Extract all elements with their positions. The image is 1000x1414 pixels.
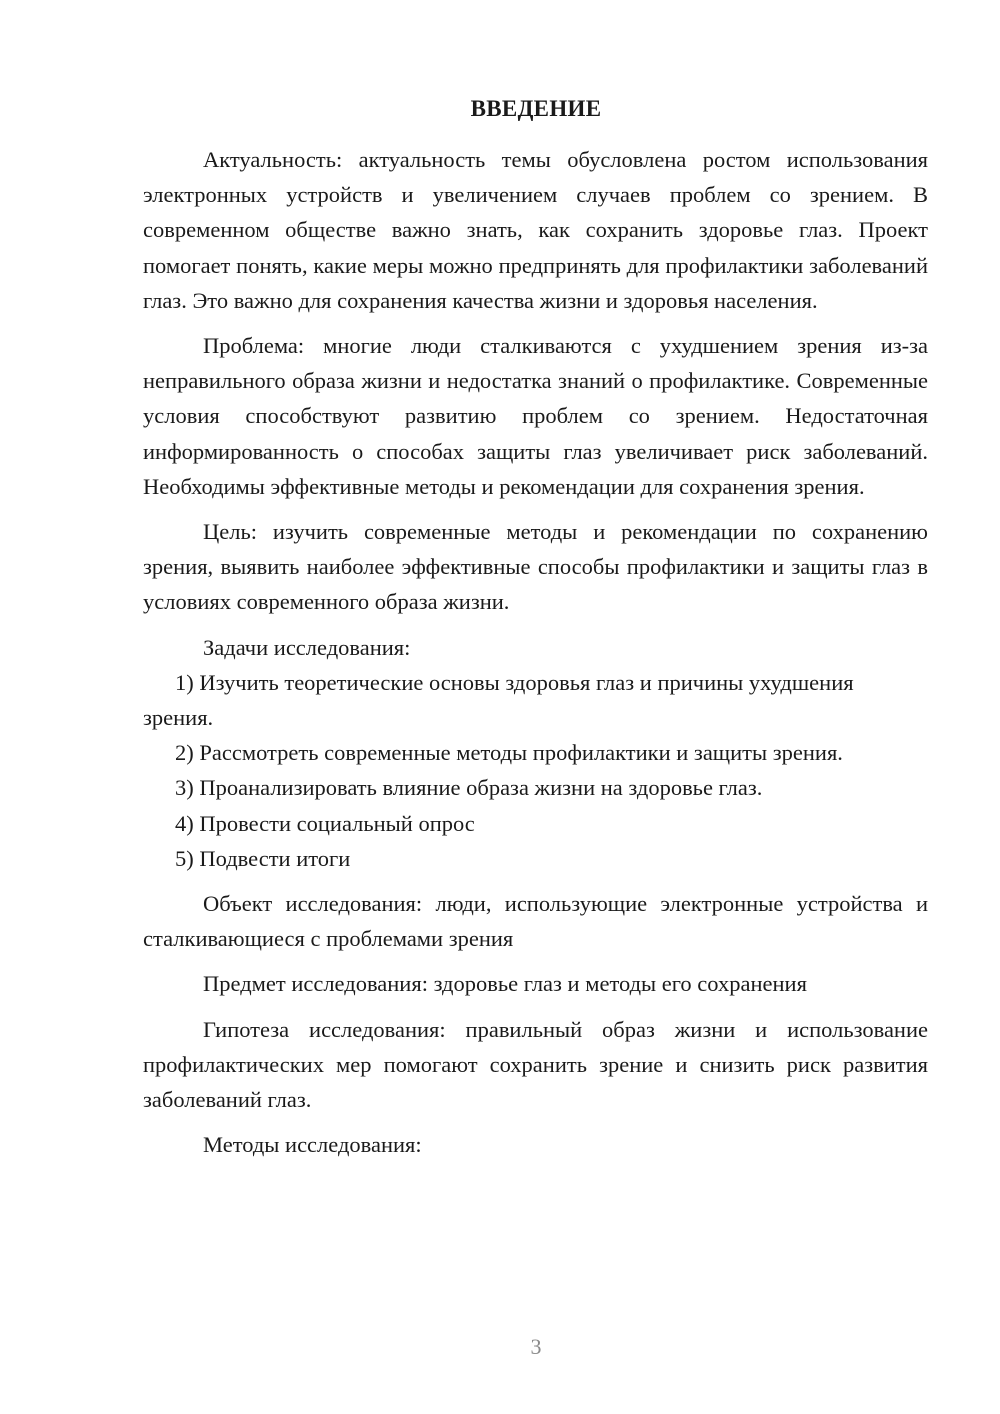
paragraph-relevance: Актуальность: актуальность темы обусловлена ростом использования электронных устройств и увеличением случаев проблем со зрением. В современном обществе важно знать, как сохранить здоровье глаз. Проект помогает понять, какие меры можно предпринять для профилактики заболеваний глаз. Это важно для сохранения качества жизни и здоровья населения. [143,147,928,313]
paragraph-problem: Проблема: многие люди сталкиваются с ухудшением зрения из-за неправильного образа жизни и недостатка знаний о профилактике. Современные условия способствуют развитию проблем со зрением. Недостаточная информированность о способах защиты глаз увеличивает риск заболеваний. Необходимы эффективные методы и рекомендации для сохранения зрения. [143,333,928,499]
paragraph-goal: Цель: изучить современные методы и рекомендации по сохранению зрения, выявить наиболее эффективные способы профилактики и защиты глаз в условиях современного образа жизни. [143,519,928,615]
document-body [143,142,928,1162]
task-item: 2) Рассмотреть современные методы профилактики и защиты зрения. [175,740,843,766]
paragraph-tasks-heading: Задачи исследования: [203,634,411,660]
task-item: 3) Проанализировать влияние образа жизни на здоровье глаз. [175,775,763,801]
task-item: 5) Подвести итоги [175,845,351,871]
paragraph-methods-heading: Методы исследования: [203,1132,422,1158]
task-item: 1) Изучить теоретические основы здоровья глаз и причины ухудшения зрения. [143,669,854,731]
paragraph-object: Объект исследования: люди, использующие электронные устройства и сталкивающиеся с проблемами зрения [143,891,928,952]
section-title: ВВЕДЕНИЕ [470,96,602,121]
paragraph-hypothesis: Гипотеза исследования: правильный образ жизни и использование профилактических мер помогают сохранить зрение и снизить риск развития заболеваний глаз. [143,1016,928,1113]
page-number: 3 [530,1334,542,1359]
task-item: 4) Провести социальный опрос [175,810,475,836]
paragraph-subject: Предмет исследования: здоровье глаз и методы его сохранения [203,971,807,997]
